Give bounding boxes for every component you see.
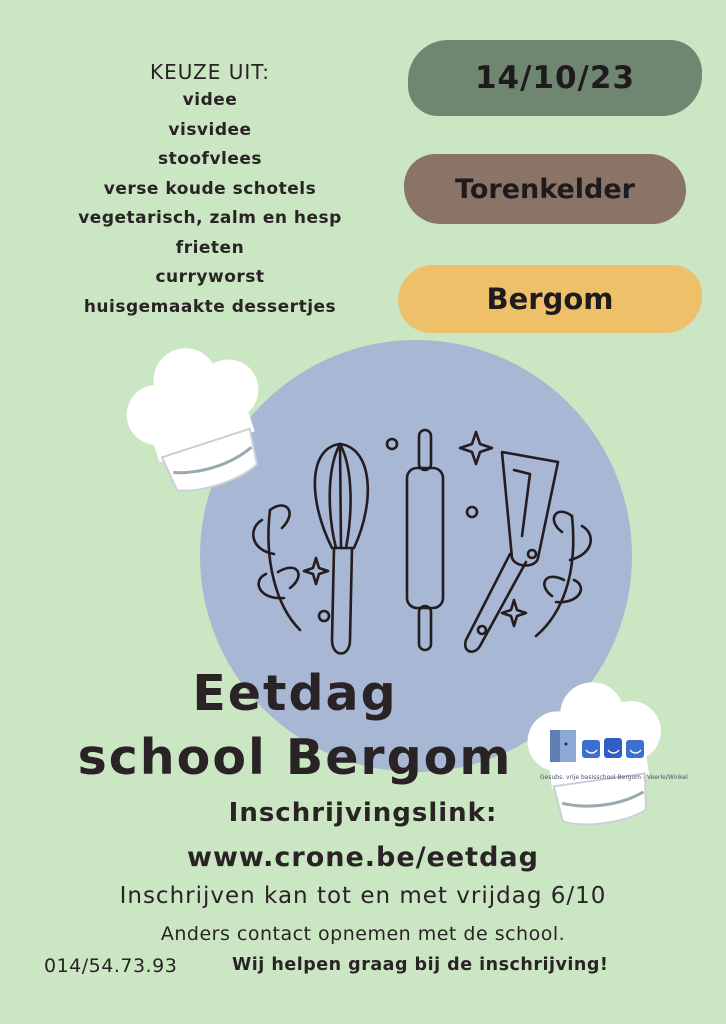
dot-icon	[319, 611, 329, 621]
place-badge: Torenkelder	[404, 154, 686, 224]
rolling-pin-icon	[407, 430, 443, 650]
menu-item: videe	[182, 90, 238, 110]
menu-item: vegetarisch, zalm en hesp	[78, 208, 342, 228]
menu-section	[60, 58, 360, 322]
contact-note: Anders contact opnemen met de school.	[160, 923, 566, 945]
dot-icon	[478, 626, 486, 634]
page-title	[60, 662, 530, 790]
dot-icon	[467, 507, 477, 517]
title-line: Eetdag	[192, 665, 398, 722]
dot-icon	[528, 550, 536, 558]
registration-label: Inschrijvingslink:	[228, 798, 498, 828]
sparkle-icon	[502, 600, 526, 626]
leaf-branch-icon	[253, 505, 300, 630]
help-note: Wij helpen graag bij de inschrijving!	[232, 955, 609, 975]
logo-caption: Gesubs. vrije basisschool Bergom - Veerle/Winkel	[540, 774, 688, 781]
sparkle-icon	[304, 558, 328, 584]
registration-link[interactable]: www.crone.be/eetdag	[187, 842, 539, 873]
school-logo-icon	[546, 726, 658, 776]
sparkle-icon	[460, 432, 492, 464]
registration-deadline: Inschrijven kan tot en met vrijdag 6/10	[119, 883, 607, 909]
menu-item: curryworst	[155, 267, 265, 287]
menu-item: frieten	[175, 237, 245, 258]
town-badge: Bergom	[398, 265, 702, 333]
menu-item: verse koude schotels	[103, 178, 317, 199]
menu-item: visvidee	[168, 119, 252, 140]
menu-item: stoofvlees	[157, 149, 263, 169]
date-badge: 14/10/23	[408, 40, 702, 116]
dot-icon	[387, 439, 397, 449]
phone-number: 014/54.73.93	[44, 955, 178, 977]
menu-list	[60, 86, 360, 322]
title-line: school Bergom	[77, 729, 513, 786]
menu-item: huisgemaakte dessertjes	[83, 296, 337, 317]
chef-hat-icon	[120, 340, 280, 510]
menu-title: KEUZE UIT:	[149, 60, 271, 84]
